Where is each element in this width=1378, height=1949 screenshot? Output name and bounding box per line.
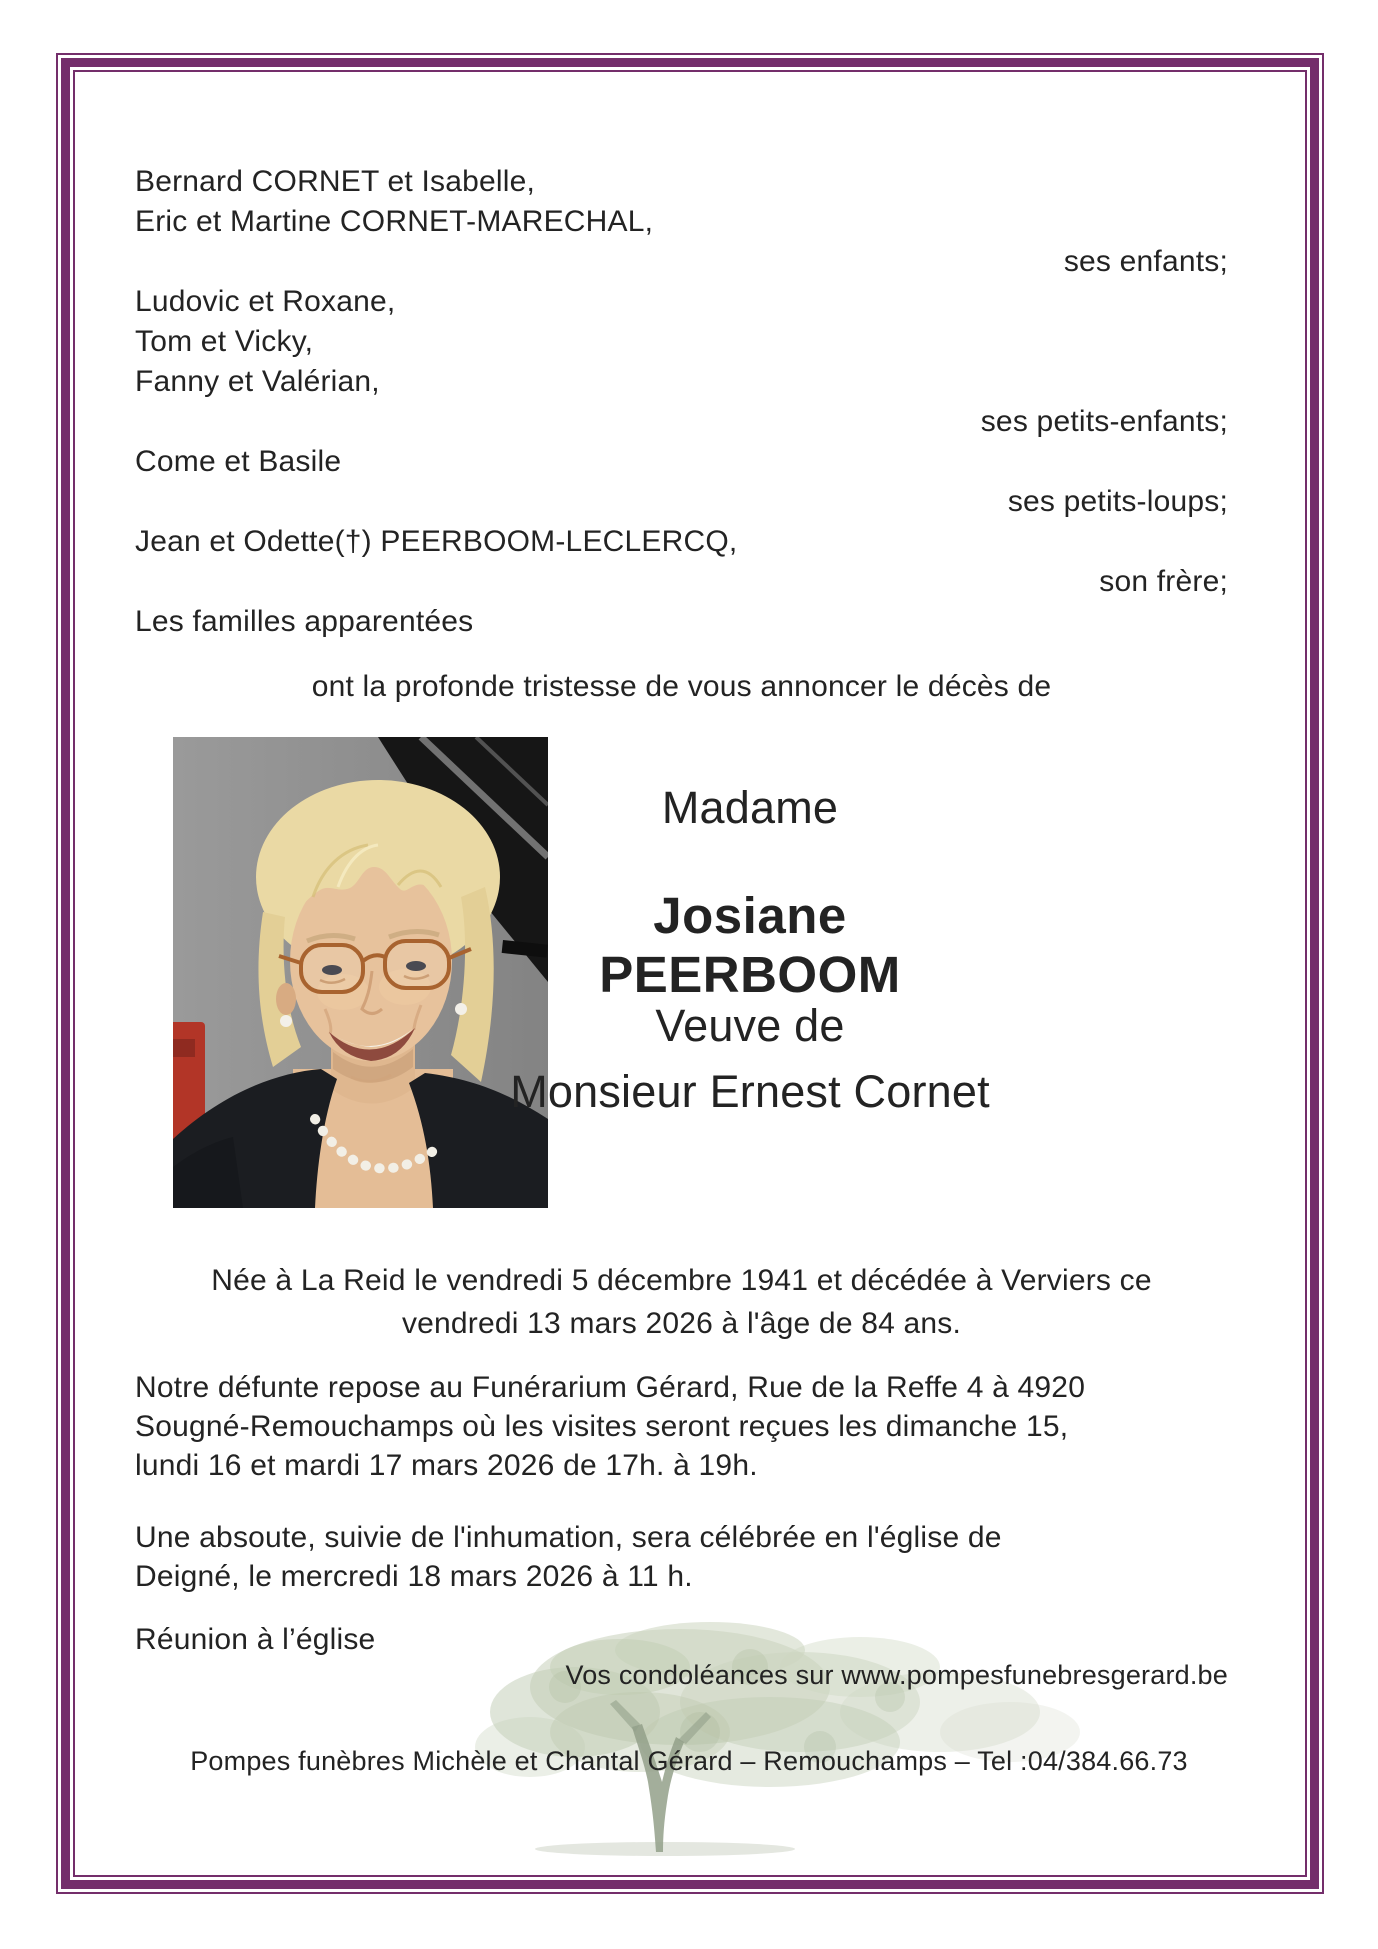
relative-line: Jean et Odette(†) PEERBOOM-LECLERCQ, [135, 525, 738, 558]
relatives-list [135, 162, 1228, 642]
deceased-title: Madame [661, 782, 839, 833]
relation-label: ses petits-enfants; [980, 405, 1228, 438]
relative-line: Eric et Martine CORNET-MARECHAL, [135, 205, 654, 238]
life-dates-paragraph [135, 1259, 1228, 1345]
meeting-line: Réunion à l’église [135, 1623, 376, 1656]
relative-line: Bernard CORNET et Isabelle, [135, 165, 536, 198]
condolences-line: Vos condoléances sur www.pompesfunebresgerard.be [565, 1660, 1228, 1690]
repose-line: Notre défunte repose au Funérarium Gérard, Rue de la Reffe 4 à 4920 [135, 1371, 1086, 1404]
deceased-name: Josiane PEERBOOM [599, 887, 901, 1003]
announcement-sentence: ont la profonde tristesse de vous annoncer le décès de [311, 670, 1052, 703]
deceased-spouse: Monsieur Ernest Cornet [510, 1066, 990, 1117]
relation-label: ses petits-loups; [1007, 485, 1228, 518]
ceremony-line: Une absoute, suivie de l'inhumation, sera célébrée en l'église de [135, 1521, 1002, 1554]
life-dates-line: Née à La Reid le vendredi 5 décembre 1941 et décédée à Verviers ce [211, 1264, 1152, 1297]
relative-line: Come et Basile [135, 445, 342, 478]
funeral-home-footer: Pompes funèbres Michèle et Chantal Gérard – Remouchamps – Tel :04/384.66.73 [190, 1746, 1188, 1776]
repose-line: lundi 16 et mardi 17 mars 2026 de 17h. à 19h. [135, 1449, 758, 1482]
ceremony-paragraph [135, 1518, 1228, 1596]
relation-label: son frère; [1099, 565, 1228, 598]
relative-line: Tom et Vicky, [135, 325, 314, 358]
deceased-portrait-photo [173, 737, 548, 1208]
deceased-relation: Veuve de [655, 1000, 845, 1051]
repose-line: Sougné-Remouchamps où les visites seront reçues les dimanche 15, [135, 1410, 1069, 1443]
relative-line: Ludovic et Roxane, [135, 285, 396, 318]
relative-line: Fanny et Valérian, [135, 365, 380, 398]
relative-line: Les familles apparentées [135, 605, 474, 638]
repose-paragraph [135, 1368, 1228, 1485]
life-dates-line: vendredi 13 mars 2026 à l'âge de 84 ans. [401, 1307, 962, 1340]
ceremony-line: Deigné, le mercredi 18 mars 2026 à 11 h. [135, 1560, 693, 1593]
relation-label: ses enfants; [1063, 245, 1228, 278]
